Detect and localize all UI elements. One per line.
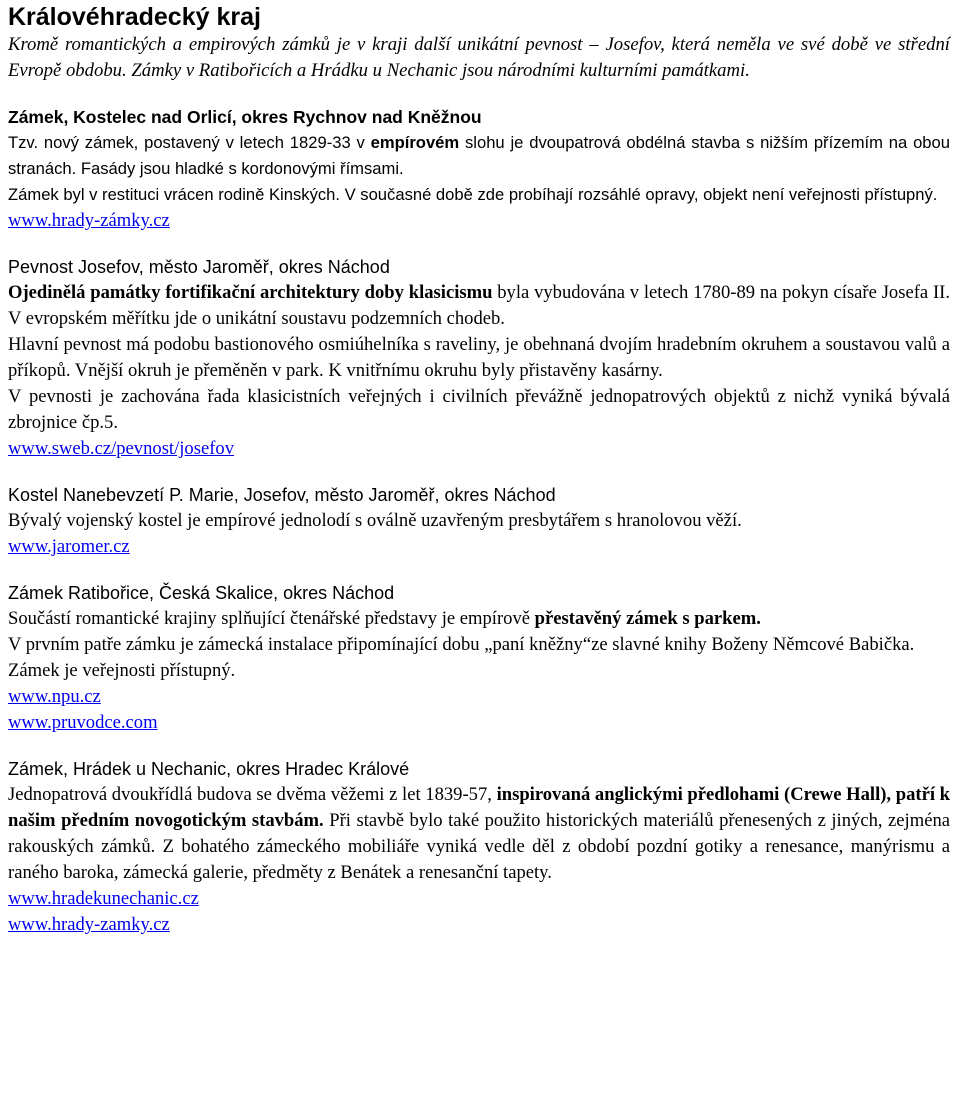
paragraph: Zámek je veřejnosti přístupný.	[8, 660, 236, 681]
section-josefov	[8, 254, 950, 462]
text-run: byla vybudována v letech 1780-89 na pokyn císaře Josefa II. V evropském měřítku jde o unikátní soustavu podzemních chodeb.	[8, 282, 950, 329]
text-run: Při stavbě bylo také použito historických materiálů přenesených z jiných, zejména rakouských zámků. Z bohatého zámeckého mobiliáře vyniká vedle děl z období pozdní gotiky a renesance, manýrismu a raného baroka, zámecká galerie, předměty z Benátek a renesanční tapety.	[8, 810, 950, 883]
web-link[interactable]: www.hrady-zamky.cz	[8, 914, 170, 935]
document-page	[0, 2, 960, 938]
web-link[interactable]: www.sweb.cz/pevnost/josefov	[8, 438, 235, 459]
section-heading: Kostel Nanebevzetí P. Marie, Josefov, město Jaroměř, okres Náchod	[8, 485, 556, 505]
paragraph	[8, 606, 950, 632]
web-link[interactable]: www.npu.cz	[8, 686, 101, 707]
web-link[interactable]: www.hradekunechanic.cz	[8, 888, 199, 909]
text-run: slohu je dvoupatrová obdélná stavba s nižším přízemím na obou stranách. Fasády jsou hladké s kordonovými římsami.	[8, 133, 950, 178]
section-heading: Zámek Ratibořice, Česká Skalice, okres Náchod	[8, 583, 395, 603]
section-body	[8, 130, 950, 208]
section-body	[8, 782, 950, 886]
bold-text: Ojedinělá památky fortifikační architektury doby klasicismu	[8, 282, 493, 303]
section-kostelec	[8, 104, 950, 234]
paragraph	[8, 782, 950, 886]
text-run: Součástí romantické krajiny splňující čtenářské představy je empírově	[8, 608, 535, 629]
section-ratiborice	[8, 580, 950, 736]
paragraph	[8, 280, 950, 332]
web-link[interactable]: www.pruvodce.com	[8, 712, 158, 733]
bold-text: inspirovaná anglickými předlohami (Crewe Hall), patří k našim předním novogotickým stavbám.	[8, 784, 950, 831]
bold-text: empírovém	[370, 133, 460, 152]
section-kostel	[8, 482, 950, 560]
text-run: Jednopatrová dvoukřídlá budova se dvěma věžemi z let 1839-57,	[8, 784, 497, 805]
section-body	[8, 280, 950, 436]
web-link[interactable]: www.hrady-zámky.cz	[8, 210, 170, 231]
text-run: Tzv. nový zámek, postavený v letech 1829-33 v	[8, 133, 371, 152]
paragraph: Zámek byl v restituci vrácen rodině Kinských. V současné době zde probíhají rozsáhlé opravy, objekt není veřejnosti přístupný.	[8, 185, 938, 204]
paragraph: Bývalý vojenský kostel je empírové jednolodí s oválně uzavřeným presbytářem s hranolovou věží.	[8, 510, 742, 531]
paragraph: Hlavní pevnost má podobu bastionového osmiúhelníka s raveliny, je obehnaná dvojím hradebním okruhem a soustavou valů a příkopů. Vnější okruh je přeměněn v park. K vnitřnímu okruhu byly přistavěny kasárny.	[8, 334, 950, 381]
bold-text: přestavěný zámek s parkem.	[534, 608, 761, 629]
section-hradek	[8, 756, 950, 938]
paragraph: V prvním patře zámku je zámecká instalace připomínající dobu „paní kněžny“ze slavné knihy Boženy Němcové Babička.	[8, 634, 915, 655]
section-heading: Zámek, Kostelec nad Orlicí, okres Rychnov nad Kněžnou	[8, 107, 482, 127]
section-heading: Pevnost Josefov, město Jaroměř, okres Náchod	[8, 257, 390, 277]
web-link[interactable]: www.jaromer.cz	[8, 536, 130, 557]
section-heading: Zámek, Hrádek u Nechanic, okres Hradec Králové	[8, 759, 410, 779]
page-title: Královéhradecký kraj	[8, 3, 261, 31]
paragraph	[8, 130, 950, 182]
section-body	[8, 606, 950, 684]
intro-paragraph: Kromě romantických a empirových zámků je v kraji další unikátní pevnost – Josefov, která neměla ve své době ve střední Evropě obdobu. Zámky v Ratibořicích a Hrádku u Nechanic jsou národními kulturními památkami.	[8, 34, 950, 81]
section-body	[8, 508, 950, 534]
paragraph: V pevnosti je zachována řada klasicistních veřejných i civilních převážně jednopatrových objektů z nichž vyniká bývalá zbrojnice čp.5.	[8, 386, 950, 433]
